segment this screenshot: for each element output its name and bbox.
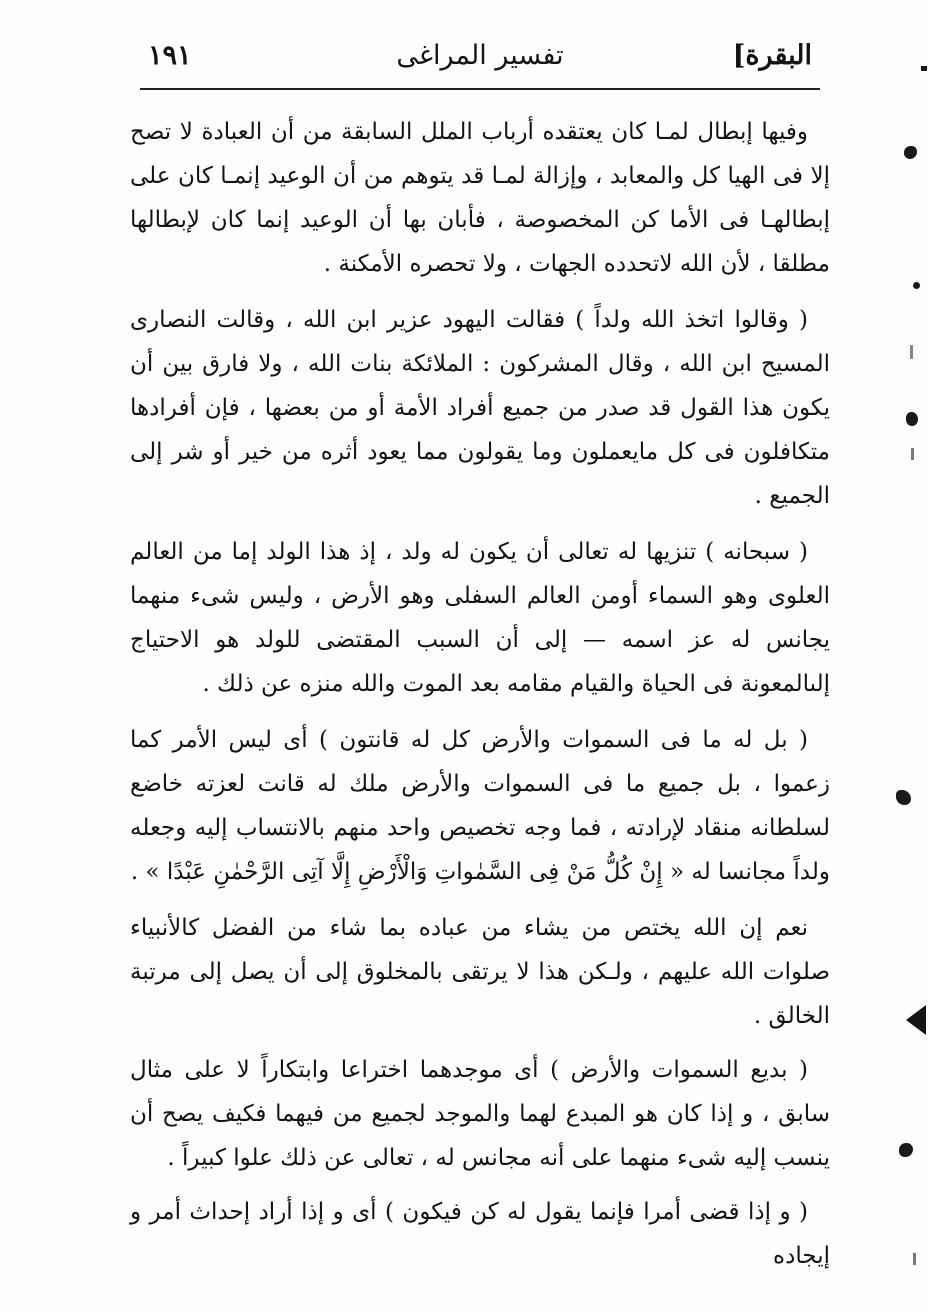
paragraph-3: ( سبحانه ) تنزيها له تعالى أن يكون له ولد ، إذ هذا الولد إما من العالم العلوى وهو السماء أومن العالم السفلى وهو الأرض ، وليس شىء منهما يجانس له عز اسمه — إلى أن السبب المقتضى للولد هو الاحتياج إلىالمعونة فى الحياة والقيام مقامه بعد الموت والله منزه عن ذلك . [130, 539, 830, 697]
header-divider [140, 88, 820, 90]
page-number: ١٩١ [148, 40, 192, 71]
page-header [140, 34, 820, 86]
paragraph-7: ( و إذا قضى أمرا فإنما يقول له كن فيكون ) أى و إذا أراد إحداث أمر و إيجاده [130, 1199, 830, 1269]
scan-speck [896, 790, 911, 805]
page-body [130, 110, 830, 1288]
scan-speck [906, 1005, 926, 1035]
scan-speck [910, 345, 913, 359]
paragraph-5: نعم إن الله يختص من يشاء من عباده بما شاء من الفضل كالأنبياء صلوات الله عليهم ، ولـكن هذا لا يرتقى بالمخلوق إلى أن يصل إلى مرتبة الخالق . [130, 915, 830, 1029]
paragraph-1: وفيها إبطال لمـا كان يعتقده أرباب الملل السابقة من أن العبادة لا تصح إلا فى الهيا كل والمعابد ، وإزالة لمـا قد يتوهم من أن الوعيد إنمـا كان على إبطالهـا فى الأما كن المخصوصة ، فأبان بها أن الوعيد إنما كان لإبطالها مطلقا ، لأن الله لاتحدده الجهات ، ولا تحصره الأمكنة . [130, 119, 830, 277]
scan-speck [904, 146, 917, 159]
scan-speck [899, 1143, 913, 1157]
scan-speck [921, 66, 927, 71]
paragraph-6: ( بديع السموات والأرض ) أى موجدهما اختراعا وابتكاراً لا على مثال سابق ، و إذا كان هو المبدع لهما والموجد لجميع من فيهما فكيف يصح أن ينسب إليه شىء منهما على أنه مجانس له ، تعالى عن ذلك علوا كبيراً . [130, 1057, 830, 1171]
book-title: تفسير المراغى [396, 40, 564, 71]
scan-speck [906, 412, 918, 426]
paragraph-4: ( بل له ما فى السموات والأرض كل له قانتون ) أى ليس الأمر كما زعموا ، بل جميع ما فى السموات والأرض ملك له قانت لعزته خاضع لسلطانه منقاد لإرادته ، فما وجه تخصيص واحد منهم بالانتساب إليه وجعله ولداً مجانسا له « إِنْ كُلُّ مَنْ فِى السَّمٰواتِ وَالْأَرْضِ إِلَّا آتِى الرَّحْمٰنِ عَبْدًا » . [130, 727, 830, 885]
scan-speck [913, 282, 920, 289]
scan-speck [913, 1253, 916, 1265]
scan-speck [911, 448, 914, 460]
paragraph-2: ( وقالوا اتخذ الله ولداً ) فقالت اليهود عزير ابن الله ، وقالت النصارى المسيح ابن الله ، وقال المشركون : الملائكة بنات الله ، ولا فارق بين أن يكون هذا القول قد صدر من جميع أفراد الأمة أو من بعضها ، فإن أفرادها متكافلون فى كل مايعملون وما يقولون مما يعود أثره من خير أو شر إلى الجميع . [130, 307, 830, 509]
surah-name: البقرة] [732, 40, 812, 71]
